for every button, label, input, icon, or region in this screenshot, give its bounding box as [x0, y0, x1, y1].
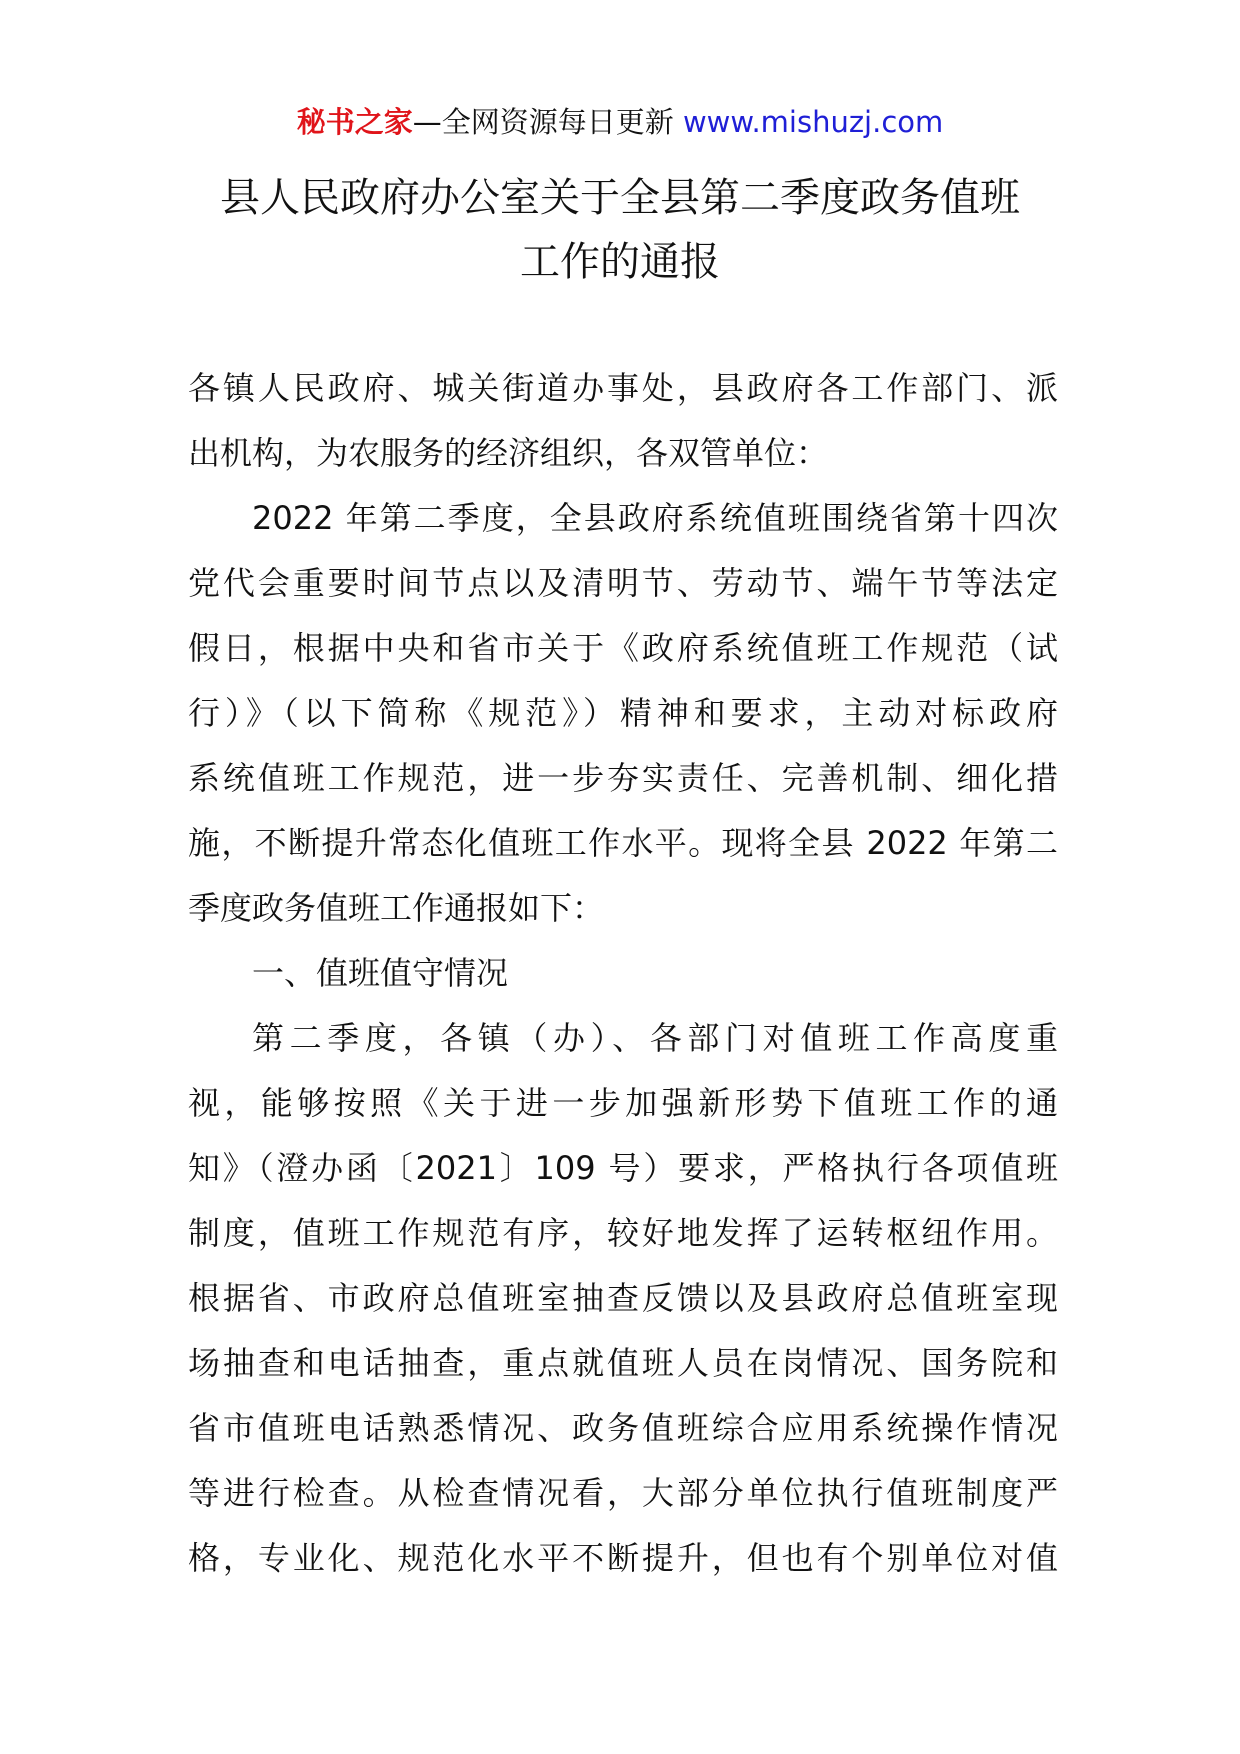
paragraph-line: 行）》（以下简称《规范》）精神和要求，主动对标政府 — [188, 694, 1058, 732]
paragraph-line: 施，不断提升常态化值班工作水平。现将全县 2022 年第二 — [188, 824, 1058, 862]
paragraph-line: 第二季度，各镇（办）、各部门对值班工作高度重 — [252, 1019, 1058, 1057]
banner-slogan: —全网资源每日更新 — [412, 105, 674, 139]
paragraph-line: 视，能够按照《关于进一步加强新形势下值班工作的通 — [188, 1084, 1058, 1122]
paragraph-line: 根据省、市政府总值班室抽查反馈以及县政府总值班室现 — [188, 1279, 1058, 1317]
paragraph-line: 系统值班工作规范，进一步夯实责任、完善机制、细化措 — [188, 759, 1058, 797]
paragraph-line: 2022 年第二季度，全县政府系统值班围绕省第十四次 — [252, 499, 1058, 537]
brand-name: 秘书之家 — [296, 105, 413, 139]
paragraph-line: 季度政务值班工作通报如下： — [188, 889, 605, 927]
salutation-line-1: 各镇人民政府、城关街道办事处，县政府各工作部门、派 — [188, 369, 1058, 407]
document-body — [188, 356, 1058, 1591]
paragraph-line: 格，专业化、规范化水平不断提升，但也有个别单位对值 — [188, 1539, 1058, 1577]
paragraph-line: 等进行检查。从检查情况看，大部分单位执行值班制度严 — [188, 1474, 1058, 1512]
paragraph-line: 假日，根据中央和省市关于《政府系统值班工作规范（试 — [188, 629, 1058, 667]
paragraph-line: 场抽查和电话抽查，重点就值班人员在岗情况、国务院和 — [188, 1344, 1058, 1382]
site-banner — [0, 102, 1240, 142]
title-line-1: 县人民政府办公室关于全县第二季度政务值班 — [220, 175, 1020, 221]
paragraph-line: 知》（澄办函〔2021〕109 号）要求，严格执行各项值班 — [188, 1149, 1058, 1187]
paragraph-line: 党代会重要时间节点以及清明节、劳动节、端午节等法定 — [188, 564, 1058, 602]
site-url-link[interactable]: www.mishuzj.com — [682, 105, 944, 139]
section-heading: 一、值班值守情况 — [252, 954, 509, 992]
paragraph-line: 省市值班电话熟悉情况、政务值班综合应用系统操作情况 — [188, 1409, 1058, 1447]
title-line-2: 工作的通报 — [520, 239, 720, 285]
document-title — [150, 166, 1090, 294]
salutation-line-2: 出机构，为农服务的经济组织，各双管单位： — [188, 434, 829, 472]
paragraph-line: 制度，值班工作规范有序，较好地发挥了运转枢纽作用。 — [188, 1214, 1058, 1252]
